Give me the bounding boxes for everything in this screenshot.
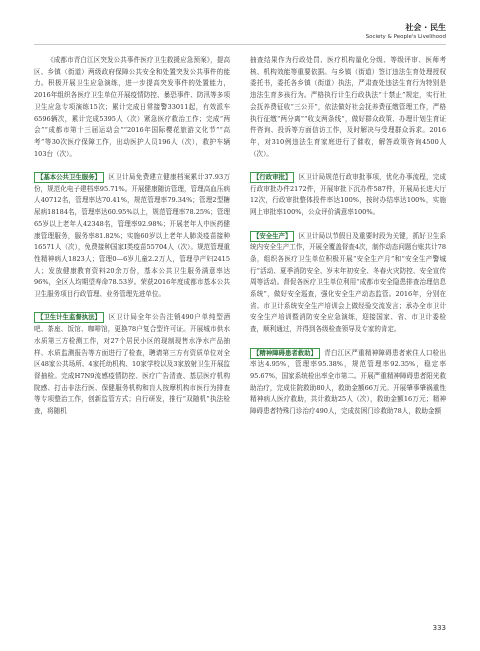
header-divider (34, 44, 446, 45)
section-mental-disorder-aid (250, 348, 446, 418)
left-column (34, 55, 230, 429)
right-column (250, 55, 446, 429)
page-header (0, 0, 480, 50)
section-mental-disorder-aid-body (250, 348, 446, 418)
section-safety-production-body (250, 231, 446, 336)
section-admin-approval (250, 172, 446, 219)
section-basic-public-health (34, 172, 230, 301)
section-admin-approval-text: 区卫计局规范行政审批事项，优化办事流程，完成行政审批办件2172件，开展审批下沉办件587件，开展局长进大厅12次，行政审批整体投件率达100%，按时办结率达100%，实施网上审批率100%，公众评价满意率100%。 (250, 173, 446, 217)
section-mental-disorder-aid-text: 青白江区严重精神障碍患者索住人口检出率达4.95%，管理率95.38%，规范管理率92.35%，稳定率95.67%，国家系统检出率全市第二。开展严重精神障碍患者阳光救助治疗，完成住院救助80人，救助金额66万元。开展肇事肇祸重性精神病人医疗救助，共计救助25人（次），救助金额16万元；精神障碍患者特殊门诊治疗490人，完成贫困门诊救助78人，救助金额 (250, 348, 446, 416)
section-heading-basic-public-health: 【基本公共卫生服务】 (34, 172, 104, 183)
section-admin-approval-body (250, 172, 446, 219)
section-basic-public-health-text: 区卫计局免费建立健康档案累计37.93万份，规范化电子建档率95.71%。开展健康随访管理，管理高血压病人40712名，管理率达70.41%，规范管理率79.34%；管理2型糖尿病18184名，管理率达60.95%以上，规范管理率78.25%；管理65岁以上老年人42348名，管理率92.98%；开展老年人中医药健康管理服务，服务率81.82%；实施60岁以上老年人肺炎疫苗接种16571人（次），免费接种国家Ⅰ类疫苗55704人（次）。规范管理重性精神病人1823人；管理0—6岁儿童2.2万人，管理孕产妇2415人；发放健康教育资料20余万份，基本公共卫生服务满意率达96%，全区人均期望寿命78.53岁。荣获2016年度成都市基本公共卫生服务项目行政管理、业务管理先进单位。 (34, 173, 230, 299)
section-basic-public-health-body (34, 172, 230, 301)
section-heading-mental-disorder-aid: 【精神障碍患者救助】 (250, 348, 320, 359)
section-health-supervision (34, 312, 230, 417)
section-safety-production (250, 231, 446, 336)
page-number: 333 (432, 624, 446, 632)
continuation-paragraph: 抽查结果作为行政处罚、医疗机构量化分级、等级评审、医师考核、机构效能等重要依据。与乡镇（街道）签订违法生育处理授权委托书，委托各乡镇（街道）执法，严肃查处违法生育行为特别是违法生育多孩行为。严格执行计生行政执法“十禁止”规定，实行社会抚养费征收“三公开”，依法做好社会抚养费征缴管理工作，严格执行征缴“两分离”“收支两条线”，做好群众政策、办理计划生育证件咨询、投诉等方面信访工作，及时解决与受理群众诉求。2016年，对310例违法生育家庭进行了催收，解答政策咨询4500人（次）。 (250, 56, 446, 158)
section-heading-health-supervision: 【卫生计生监督执法】 (34, 312, 104, 323)
section-subtitle: Society & People's Livelihood (365, 34, 446, 40)
section-health-supervision-text: 区卫计局全年公告注销490户单纯型酒吧、茶座、饭馆、咖啡馆，更换78户复合型许可证。开展城市供水水质第三方检测工作，对27个居民小区的现制现售水净水产品抽样、水质监测报告等方面进行了检查，聘请第三方有资质单位对全区48家公共场所、4家托幼机构、10家学校以及3家放射卫生开展监督抽检。完成H7N9流感疫情防控、医疗广告清查、基层医疗机构院感、打击非法行医、保健服务机构和盲人按摩机构市医行为排查等专项整治工作，创新监管方式；自行研发，推行“双随机”执法检查，将随机 (34, 313, 230, 416)
intro-paragraph: 《成都市青白江区突发公共事件医疗卫生救援应急预案》，提高区、乡镇（街道）两级政府保障公共安全和处置突发公共事件的能力。积极开展卫生应急演练，进一步提高突发事件的处置能力，2016年组织各医疗卫生单位开展疫情防控、暴恐事件、防汛等多项卫生应急专项演练15次；累计完成日常接警33011起，有效派车6596辆次，累计完成5395人（次）紧急医疗救治工作；完成“两会”“成都市第十三届运动会”“2016年国际樱花旅游文化节”“高考”等30次医疗保障工作，出动医护人员196人（次），救护车辆103台（次）。 (34, 56, 230, 158)
section-safety-production-text: 区卫计局以节假日及重要时段为关键，抓好卫生系统内安全生产工作，开展全覆盖督查4次，制作动态问题台账共计78条，组织各医疗卫生单位积极开展“安全生产月”和“安全生产警城行”活动、夏季消防安全、岁末年初安全、冬春火灾防控、安全宣传周等活动。督促各医疗卫生单位利用“成都市安全隐患排查治理信息系统”，做好安全巡查，强化安全生产动态监管。2016年，分别在省、市卫计系统安全生产培训会上做经验交流发言；承办全市卫计安全生产培训暨消防安全应急演练，迎接国家、省、市卫计委检查，顺利通过，并得到各级检查领导及专家的肯定。 (250, 231, 446, 334)
section-heading-safety-production: 【安全生产】 (250, 231, 294, 242)
section-heading-admin-approval: 【行政审批】 (250, 172, 294, 183)
section-title: 社会 · 民生 (405, 23, 446, 32)
section-health-supervision-body (34, 312, 230, 417)
